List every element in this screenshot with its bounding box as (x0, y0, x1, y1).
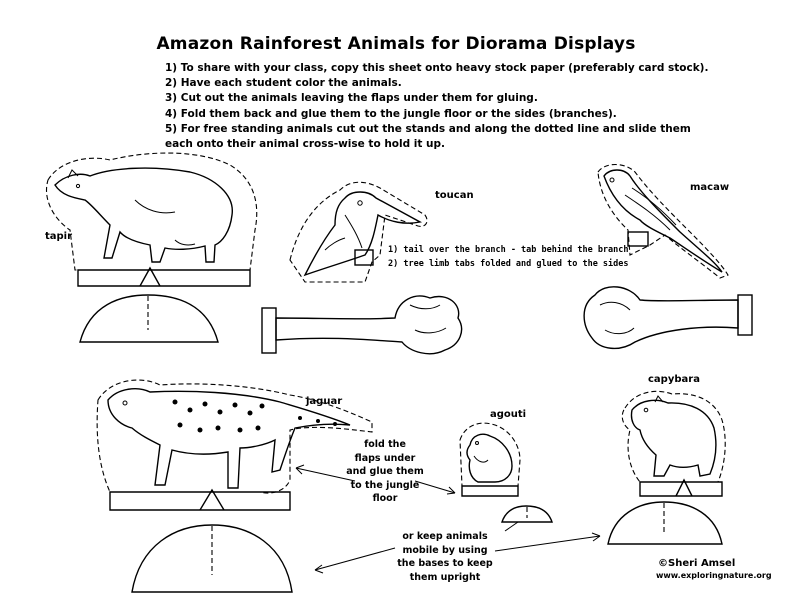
fold-note-line-4: to the jungle (350, 479, 420, 491)
instruction-2: 2) Have each student color the animals. (165, 77, 402, 90)
instruction-6: each onto their animal cross-wise to hold it up. (165, 138, 446, 151)
fold-note (340, 438, 430, 506)
instruction-5: 5) For free standing animals cut out the stands and along the dotted line and slide them (165, 122, 691, 135)
instruction-4: 4) Fold them back and glue them to the jungle floor or the sides (branches). (165, 107, 617, 120)
tapir-label: tapir (45, 231, 73, 242)
tapir-cutout (47, 153, 257, 286)
fold-note-line-2: flaps under (354, 452, 416, 464)
fold-note-line-5: floor (372, 493, 398, 504)
branch-note-1: 1) tail over the branch - tab behind the branch (388, 245, 629, 255)
capybara-cutout (622, 391, 725, 496)
mobile-note (390, 530, 500, 584)
branch-note-2: 2) tree limb tabs folded and glued to the sides (388, 259, 629, 269)
agouti-cutout (460, 423, 520, 496)
mobile-note-line-1: or keep animals (402, 531, 488, 542)
instruction-3: 3) Cut out the animals leaving the flaps under them for gluing. (165, 92, 538, 105)
agouti-stand (502, 506, 552, 522)
page-title: Amazon Rainforest Animals for Diorama Displays (156, 34, 636, 54)
branch-left (262, 296, 462, 354)
instruction-1: 1) To share with your class, copy this sheet onto heavy stock paper (preferably card stock). (165, 62, 709, 74)
mobile-note-line-2: mobile by using (402, 544, 488, 556)
capybara-label: capybara (648, 374, 700, 385)
agouti-label: agouti (490, 409, 527, 420)
jaguar-label: jaguar (306, 396, 343, 407)
macaw-label: macaw (690, 182, 730, 193)
credit-website: www.exploringnature.org (656, 571, 772, 580)
mobile-note-line-4: them upright (409, 571, 481, 583)
fold-note-line-1: fold the (364, 439, 406, 450)
credit-author: ©Sheri Amsel (658, 558, 736, 569)
capybara-stand (608, 502, 722, 544)
mobile-note-line-3: the bases to keep (397, 558, 493, 569)
toucan-label: toucan (435, 190, 474, 201)
jaguar-stand (132, 525, 292, 592)
branch-right (584, 287, 752, 349)
tapir-stand (80, 295, 218, 342)
fold-note-line-3: and glue them (346, 466, 424, 477)
